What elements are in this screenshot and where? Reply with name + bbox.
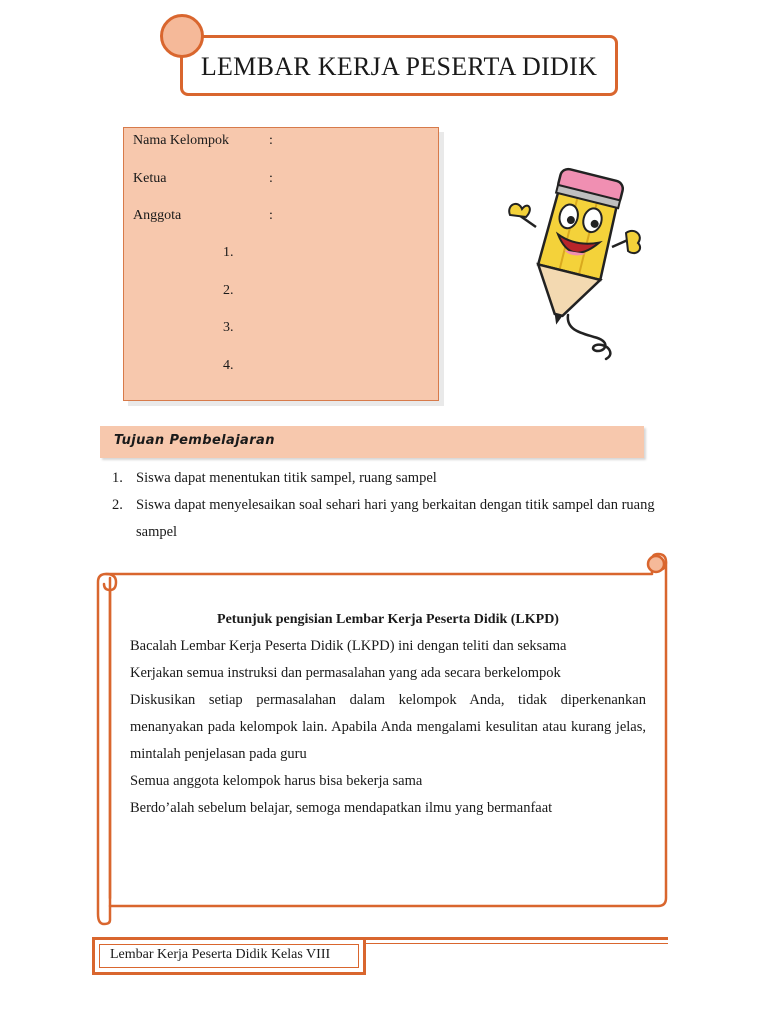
list-item <box>112 465 682 492</box>
group-name-row <box>133 133 423 151</box>
list-item <box>112 492 682 546</box>
list-item-number: 1. <box>112 470 123 486</box>
list-item-text: Siswa dapat menentukan titik sampel, ruang sampel <box>136 470 437 486</box>
footer-label: Lembar Kerja Peserta Didik Kelas VIII <box>99 944 359 968</box>
footer-box <box>92 937 366 975</box>
list-item-text: Siswa dapat menyelesaikan soal sehari hari yang berkaitan dengan titik sampel dan ruang sampel <box>136 497 655 540</box>
instruction-line: Kerjakan semua instruksi dan permasalahan yang ada secara berkelompok <box>130 665 561 681</box>
members-label: Anggota <box>133 208 182 223</box>
instructions-title: Petunjuk pengisian Lembar Kerja Peserta Didik (LKPD) <box>217 612 559 627</box>
group-name-label: Nama Kelompok <box>133 133 230 148</box>
pencil-mascot-illustration <box>506 155 646 365</box>
instruction-line: Berdo’alah sebelum belajar, semoga mendapatkan ilmu yang bermanfaat <box>130 800 553 816</box>
members-colon: : <box>269 208 273 223</box>
instructions-content <box>130 606 646 822</box>
instruction-line: Semua anggota kelompok harus bisa bekerja sama <box>130 773 423 789</box>
leader-colon: : <box>269 171 273 186</box>
leader-label: Ketua <box>133 171 167 186</box>
page-title: LEMBAR KERJA PESERTA DIDIK <box>200 52 598 81</box>
learning-objectives-heading: Tujuan Pembelajaran <box>114 433 275 448</box>
group-name-colon: : <box>269 133 273 148</box>
learning-objectives-header <box>100 426 644 458</box>
members-row <box>133 208 423 226</box>
member-number: 4. <box>223 358 234 373</box>
learning-objectives-list <box>112 465 682 546</box>
member-number: 3. <box>223 320 234 335</box>
identity-box <box>123 127 439 401</box>
member-number: 2. <box>223 283 234 298</box>
instruction-line: Bacalah Lembar Kerja Peserta Didik (LKPD) ini dengan teliti dan seksama <box>130 638 567 654</box>
instruction-line: Diskusikan setiap permasalahan dalam kelompok Anda, tidak diperkenankan menanyakan pada kelompok lain. Apabila Anda mengalami kesulitan atau kurang jelas, mintalah penjelasan pada guru <box>130 692 646 762</box>
leader-row <box>133 171 423 189</box>
member-number: 1. <box>223 245 234 260</box>
list-item-number: 2. <box>112 497 123 513</box>
